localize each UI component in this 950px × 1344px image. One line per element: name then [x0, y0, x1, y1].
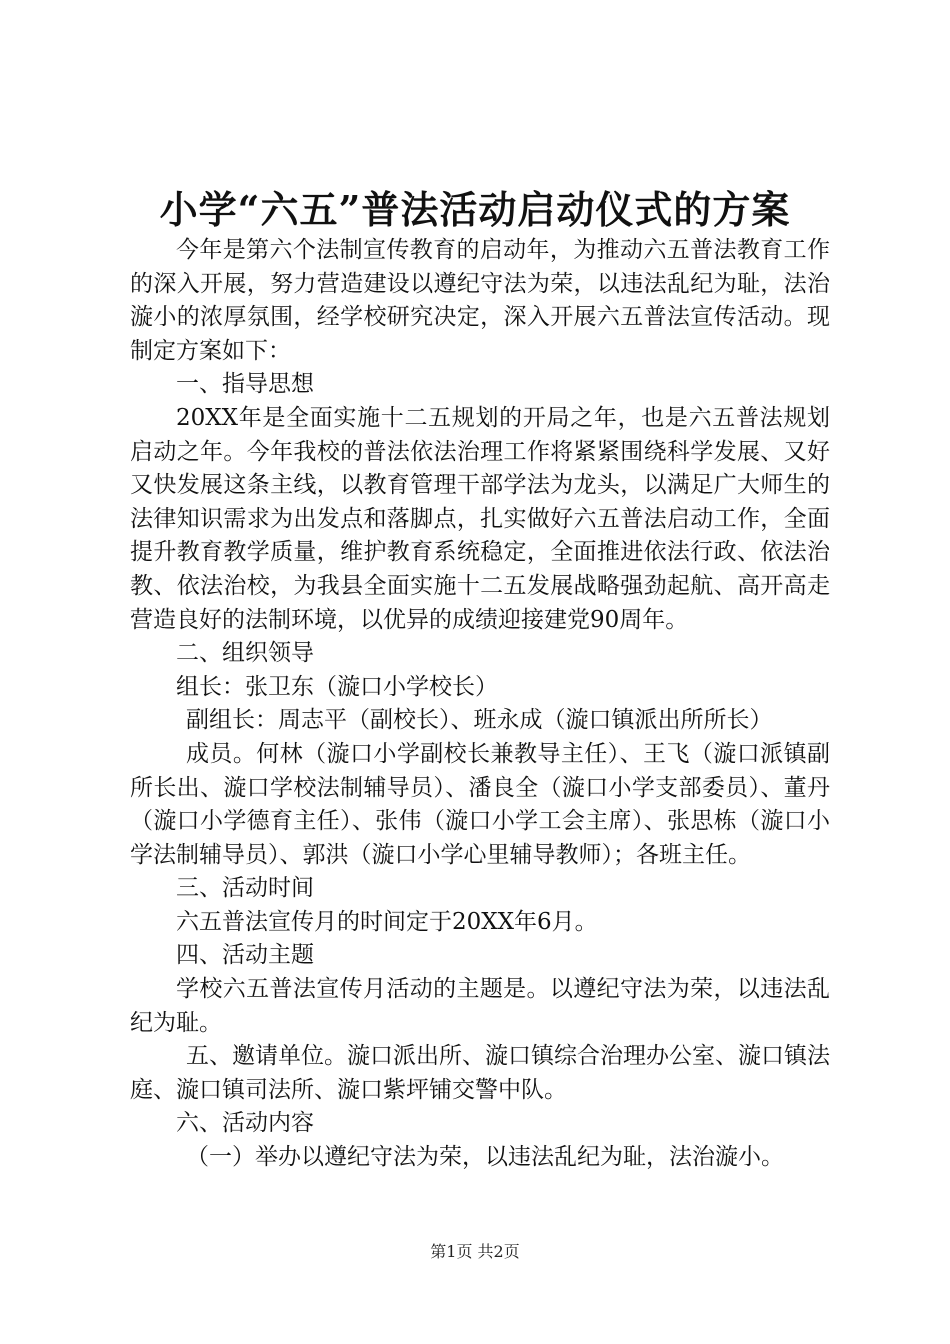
- document-body: [130, 234, 830, 1175]
- section-heading-organization: 二、组织领导: [176, 640, 314, 667]
- section-heading-activity-theme: 四、活动主题: [176, 942, 314, 969]
- page-indicator: 第1页 共2页: [430, 1242, 520, 1261]
- members-paragraph: 成员。何林（漩口小学副校长兼教导主任）、王飞（漩口派镇副所长出、漩口学校法制辅导员）、潘良全（漩口小学支部委员）、董丹（漩口小学德育主任）、张伟（漩口小学工会主席）、张思栋（漩口小学法制辅导员）、郭洪（漩口小学心里辅导教师）；各班主任。: [130, 740, 830, 868]
- activity-content-item-1: （一）举办以遵纪守法为荣，以违法乱纪为耻，法治漩小。: [186, 1144, 784, 1171]
- section-heading-activity-time: 三、活动时间: [176, 875, 314, 902]
- activity-time-paragraph: 六五普法宣传月的时间定于20XX年6月。: [176, 908, 598, 935]
- activity-theme-paragraph: 学校六五普法宣传月活动的主题是。以遵纪守法为荣，以违法乱纪为耻。: [130, 976, 830, 1036]
- document-title: 小学“六五”普法活动启动仪式的方案: [159, 187, 791, 232]
- section-heading-activity-content: 六、活动内容: [176, 1110, 314, 1137]
- invited-units-paragraph: 五、邀请单位。漩口派出所、漩口镇综合治理办公室、漩口镇法庭、漩口镇司法所、漩口紫坪铺交警中队。: [130, 1043, 830, 1103]
- deputy-leader-line: 副组长：周志平（副校长）、班永成（漩口镇派出所所长）: [186, 707, 773, 734]
- team-leader-line: 组长：张卫东（漩口小学校长）: [176, 673, 498, 700]
- section-heading-guiding-thought: 一、指导思想: [176, 371, 314, 398]
- intro-paragraph: 今年是第六个法制宣传教育的启动年，为推动六五普法教育工作的深入开展，努力营造建设以遵纪守法为荣，以违法乱纪为耻，法治漩小的浓厚氛围，经学校研究决定，深入开展六五普法宣传活动。现制定方案如下：: [130, 237, 830, 364]
- guiding-thought-paragraph: 20XX年是全面实施十二五规划的开局之年，也是六五普法规划启动之年。今年我校的普法依法治理工作将紧紧围绕科学发展、又好又快发展这条主线，以教育管理干部学法为龙头，以满足广大师生的法律知识需求为出发点和落脚点，扎实做好六五普法启动工作，全面提升教育教学质量，维护教育系统稳定，全面推进依法行政、依法治教、依法治校，为我县全面实施十二五发展战略强劲起航、高开高走营造良好的法制环境，以优异的成绩迎接建党90周年。: [130, 404, 830, 633]
